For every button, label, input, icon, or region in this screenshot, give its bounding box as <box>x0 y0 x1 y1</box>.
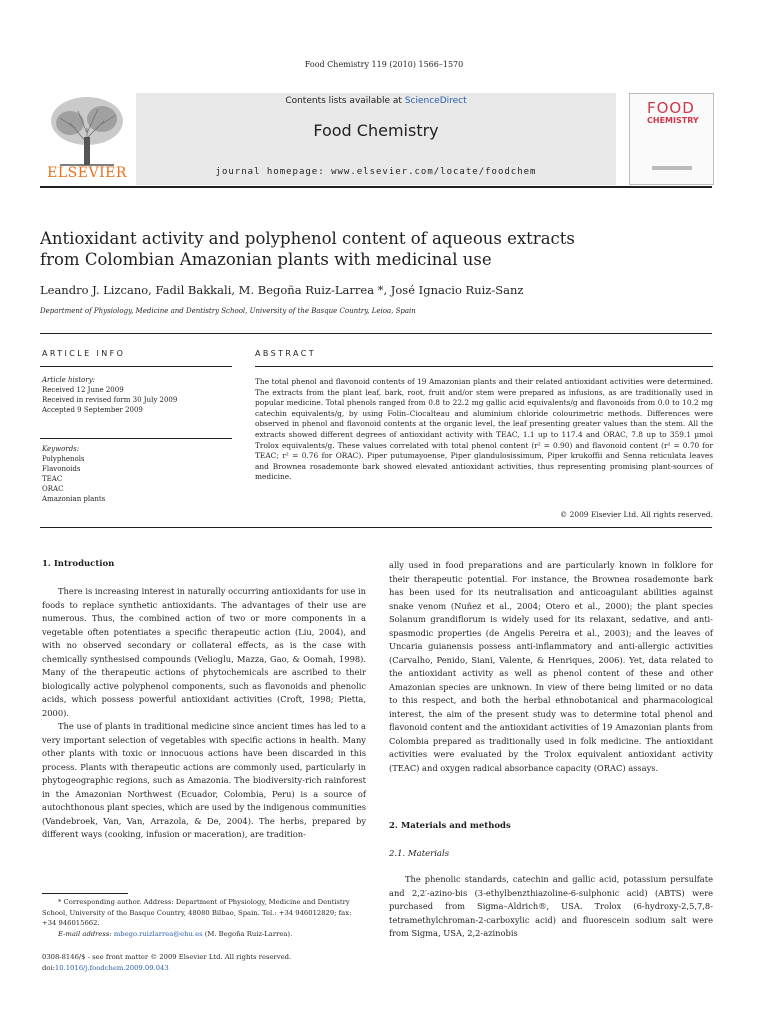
journal-reference: Food Chemistry 119 (2010) 1566–1570 <box>304 60 464 69</box>
cover-decoration <box>652 166 692 170</box>
history-accepted: Accepted 9 September 2009 <box>42 406 143 414</box>
journal-cover-thumbnail[interactable] <box>629 93 714 185</box>
intro-paragraph-3: ally used in food preparations and are particularly known in folklore for their therapeutic potential. For instance, the Brownea rosademonte bark has been used for its neutralisation and anticoagulant abilities against snake venom (Nuñez et al., 2004; Otero et al., 2000); the plant species Solanum grandiflorum is widely used for its relaxant, sedative, and anti-spasmodic properties (de Angelis Pereira et al., 2003); and the leaves of Uncaria guianensis possess anti-inflammatory and anti-allergic activities (Carvalho, Penido, Siani, Valente, & Henriques, 2006). Yet, data related to the antioxidant activity as well as phenol content of these and other Amazonian species are unknown. In view of there being limited or no data to this respect, and both the herbal ethnobotanical and pharmacological interest, the aim of the present study was to determine total phenol and flavonoid content and the antioxidant activities of 19 Amazonian plants from Colombia prepared as traditionally used in folk medicine. The antioxidant activities were evaluated by the Trolox equivalent antioxidant activity (TEAC) and oxygen radical absorbance capacity (ORAC) assays. <box>389 560 713 773</box>
subsection-heading-materials: 2.1. Materials <box>389 849 450 859</box>
keywords-label: Keywords: <box>42 445 80 453</box>
cover-title-chemistry: CHEMISTRY <box>647 116 699 125</box>
abstract-rule <box>255 366 713 367</box>
section-heading-introduction: 1. Introduction <box>42 559 115 569</box>
issn-line: 0308-8146/$ - see front matter © 2009 Elsevier Ltd. All rights reserved. <box>42 953 292 961</box>
cover-title-food: FOOD <box>647 99 695 117</box>
front-matter <box>42 952 366 973</box>
history-revised: Received in revised form 30 July 2009 <box>42 396 178 404</box>
author-list: Leandro J. Lizcano, Fadil Bakkali, M. Begoña Ruiz-Larrea *, José Ignacio Ruiz-Sanz <box>40 283 524 297</box>
affiliation: Department of Physiology, Medicine and Dentistry School, University of the Basque Country, Leioa, Spain <box>40 307 416 315</box>
section-heading-methods: 2. Materials and methods <box>389 821 511 831</box>
intro-column-1 <box>42 585 366 842</box>
email-link[interactable]: mbego.ruizlarrea@ehu.es <box>113 929 203 938</box>
abstract-heading: ABSTRACT <box>255 349 317 358</box>
sciencedirect-link[interactable]: ScienceDirect <box>404 96 467 106</box>
materials-paragraph-1: The phenolic standards, catechin and gallic acid, potassium persulfate and 2,2′-azino-bis (3-ethylbenzthiazoline-6-sulphonic acid) (ABTS) were purchased from Sigma–Aldrich®, USA. Trolox (6-hydroxy-2,5,7,8-tetramethylchroman-2-carboxylic acid) and fluorescein sodium salt were from Sigma, USA, 2,2-azinobis <box>389 874 713 938</box>
article-title <box>40 228 720 270</box>
divider-bottom <box>40 527 712 528</box>
contents-line <box>136 96 616 106</box>
article-info-heading: ARTICLE INFO <box>42 349 126 358</box>
article-history <box>42 375 242 415</box>
email-label: E-mail address: <box>58 929 112 938</box>
intro-paragraph-1: There is increasing interest in naturally occurring antioxidants for use in foods to replace synthetic antioxidants. The advantages of their use are numerous. Thus, the combined action of two or more components in a vegetable often potentiates a specific therapeutic action (Liu, 2004), and with no observed secondary or collateral effects, as is the case with chemically synthesised compounds (Velioglu, Mazza, Gao, & Oomah, 1998). Many of the therapeutic actions of phytochemicals are ascribed to their biologically active polyphenol components, such as flavonoids and phenolic acids, which possess powerful antioxidant activities (Croft, 1998; Pietta, 2000). <box>42 586 366 718</box>
intro-paragraph-2: The use of plants in traditional medicine since ancient times has led to a very important selection of vegetables with specific actions in health. Many other plants with toxic or innocuous actions have been discarded in this process. Plants with therapeutic actions are commonly used, particularly in phytogeographic regions, such as Amazonia. The biodiversity-rich rainforest in the Amazonian Northwest (Ecuador, Colombia, Peru) is a source of autochthonous plant species, which are used by the indigenous communities (Vandebroek, Van, Van, Arrazola, & De, 2004). The herbs, prepared by different ways (cooking, infusion or maceration), are tradition- <box>42 721 366 839</box>
keyword: TEAC <box>42 475 63 483</box>
journal-homepage[interactable]: journal homepage: www.elsevier.com/locate/foodchem <box>215 167 537 177</box>
keywords-rule <box>40 438 232 439</box>
journal-name[interactable]: Food Chemistry <box>313 121 439 140</box>
title-line-1: Antioxidant activity and polyphenol content of aqueous extracts <box>40 229 575 248</box>
title-line-2: from Colombian Amazonian plants with medicinal use <box>40 250 492 269</box>
email-suffix: (M. Begoña Ruiz-Larrea). <box>202 929 293 938</box>
header-rule <box>40 186 712 188</box>
history-received: Received 12 June 2009 <box>42 386 124 394</box>
keyword: ORAC <box>42 485 64 493</box>
publisher-logo-text: ELSEVIER <box>47 165 127 181</box>
keyword: Polyphenols <box>42 455 85 463</box>
keyword: Amazonian plants <box>42 495 106 503</box>
materials-text <box>389 873 713 941</box>
history-label: Article history: <box>42 376 96 384</box>
article-info-rule <box>40 366 232 367</box>
abstract-copyright: © 2009 Elsevier Ltd. All rights reserved. <box>559 510 713 519</box>
intro-column-2 <box>389 559 713 775</box>
keywords <box>42 444 242 504</box>
footnote-rule <box>42 893 128 894</box>
elsevier-logo[interactable] <box>40 93 134 183</box>
doi-line <box>42 963 366 974</box>
divider-top <box>40 333 712 334</box>
contents-prefix: Contents lists available at <box>285 96 405 106</box>
keyword: Flavonoids <box>42 465 81 473</box>
doi-link[interactable]: 10.1016/j.foodchem.2009.09.043 <box>54 963 169 972</box>
corresponding-author-note: * Corresponding author. Address: Department of Physiology, Medicine and Dentistry School, University of the Basque Country, 48080 Bilbao, Spain. Tel.: +34 946012829; fax: +34 946015662. <box>42 898 352 927</box>
footnote <box>42 897 366 939</box>
doi-prefix: doi: <box>42 963 55 972</box>
abstract-text: The total phenol and flavonoid contents of 19 Amazonian plants and their related antioxidant activities were determined. The extracts from the plant leaf, bark, root, fruit and/or stem were prepared as infusions, as are traditionally used in popular medicine. Total phenols ranged from 0.8 to 22.2 mg gallic acid equivalents/g and flavonoids from 0.0 to 10.2 mg catechin equivalents/g, by using Folin–Ciocalteau and aluminium chloride colourimetric methods. Differences were observed in phenol and flavonoid contents at the organic level, the leaf presenting greater values than the stem. All the extracts showed different degrees of antioxidant activity with TEAC, 1.1 up to 117.4 and ORAC, 7.8 up to 359.1 µmol Trolox equivalents/g. These values correlated with total phenol content (r² = 0.90) and flavonoid content (r² = 0.70 for TEAC; r² = 0.76 for ORAC). Piper putumayoense, Piper glandulosissimum, Piper krukoffii and Senna reticulata leaves and Brownea rosademonte bark showed elevated antioxidant activities, thus representing promising plant-sources of medicine. <box>255 377 713 482</box>
